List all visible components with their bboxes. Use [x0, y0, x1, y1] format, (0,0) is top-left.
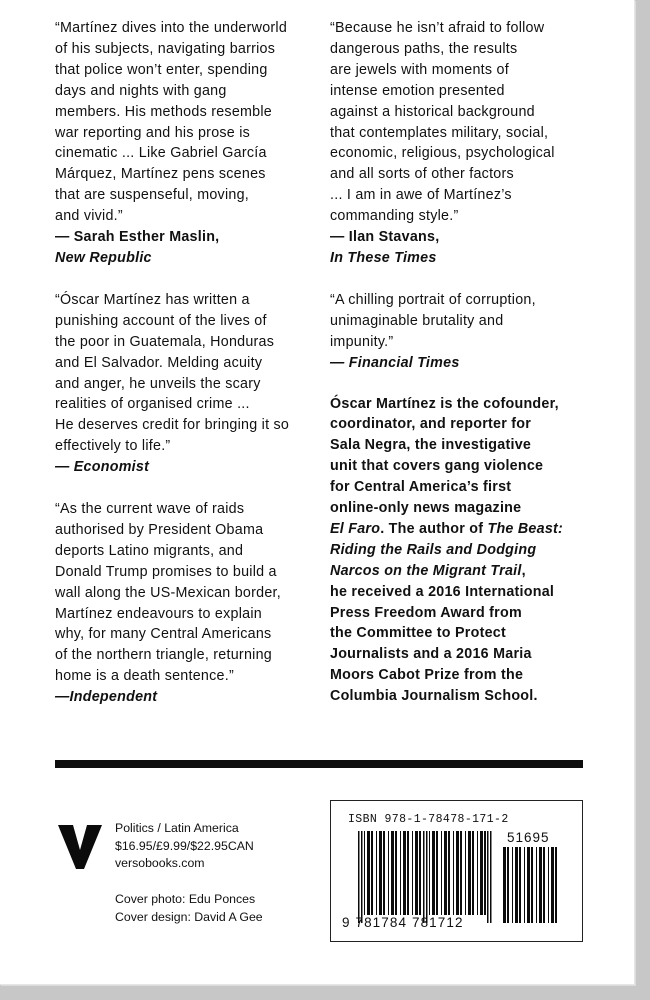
barcode-bar: [551, 847, 554, 923]
cover-credits: [115, 890, 263, 926]
barcode-guard-bar: [358, 831, 360, 923]
quote-line: against a historical background: [330, 103, 535, 120]
bio-text: ,: [521, 562, 526, 579]
quote-line: economic, religious, psychological: [330, 145, 555, 162]
quote-line: and all sorts of other factors: [330, 166, 514, 183]
barcode-bar: [444, 831, 447, 915]
quote-line: intense emotion presented: [330, 82, 505, 99]
website-label: versobooks.com: [115, 856, 205, 870]
bio-text: . The author of: [380, 520, 488, 537]
barcode-guard-bar: [426, 831, 428, 923]
bio-line: [330, 540, 585, 561]
quote-financial-times: [330, 290, 585, 374]
barcode-bar: [403, 831, 406, 915]
verso-logo: [58, 825, 102, 869]
bio-line: unit that covers gang violence: [330, 458, 544, 475]
isbn-label: ISBN 978-1-78478-171-2: [348, 813, 509, 826]
barcode-bar: [388, 831, 389, 915]
quote-line: that are suspenseful, moving,: [55, 187, 250, 204]
bio-line: coordinator, and reporter for: [330, 416, 532, 433]
bio-line: Columbia Journalism School.: [330, 688, 538, 705]
barcode-bar: [432, 831, 435, 915]
quote-line: wall along the US-Mexican border,: [55, 584, 281, 601]
quote-line: cinematic ... Like Gabriel García: [55, 145, 267, 162]
barcode-bar: [519, 847, 521, 923]
barcode-bar: [456, 831, 459, 915]
quote-line: punishing account of the lives of: [55, 312, 267, 329]
barcode-bar: [524, 847, 525, 923]
barcode-bar: [515, 847, 518, 923]
barcode-bar: [441, 831, 442, 915]
right-column: [330, 18, 585, 707]
barcode-bar: [448, 831, 450, 915]
barcode-bar: [364, 831, 365, 915]
quote-line: “A chilling portrait of corruption,: [330, 291, 536, 308]
quote-line: are jewels with moments of: [330, 61, 509, 78]
barcode-bar: [477, 831, 478, 915]
quote-attribution: —Independent: [55, 689, 158, 706]
bio-line: he received a 2016 International: [330, 583, 555, 600]
barcode-bar: [383, 831, 385, 915]
bio-line: the Committee to Protect: [330, 625, 506, 642]
barcode-guard-bar: [361, 831, 363, 923]
barcode-box: [330, 800, 583, 942]
quote-line: Donald Trump promises to build a: [55, 563, 277, 580]
quote-line: authorised by President Obama: [55, 521, 264, 538]
quote-line: and El Salvador. Melding acuity: [55, 354, 263, 371]
quote-line: “As the current wave of raids: [55, 501, 245, 518]
bio-line: Óscar Martínez is the cofounder,: [330, 395, 559, 412]
barcode-bar: [376, 831, 377, 915]
quote-line: members. His methods resemble: [55, 103, 273, 120]
quote-line: “Because he isn’t afraid to follow: [330, 20, 545, 36]
publisher-info: [115, 820, 254, 873]
barcode-bar: [527, 847, 530, 923]
quote-line: and anger, he unveils the scary: [55, 375, 261, 392]
spacer: [55, 478, 310, 499]
barcode-bar: [512, 847, 513, 923]
barcode-bar: [555, 847, 557, 923]
quote-attribution: — Economist: [55, 459, 150, 476]
quote-line: Martínez endeavours to explain: [55, 605, 262, 622]
quote-attribution: — Ilan Stavans,: [330, 229, 440, 246]
bio-line: Press Freedom Award from: [330, 604, 522, 621]
ean-digits-label: 9 781784 781712: [342, 915, 464, 930]
quote-line: realities of organised crime ...: [55, 396, 250, 413]
bio-line: online-only news magazine: [330, 500, 522, 517]
barcode-guard-bar: [487, 831, 489, 923]
spacer: [330, 374, 585, 394]
barcode-bar: [412, 831, 413, 915]
quote-stavans: [330, 18, 585, 269]
book-title: Riding the Rails and Dodging: [330, 541, 537, 558]
quote-line: impunity.”: [330, 333, 394, 350]
barcode-bar: [367, 831, 370, 915]
quote-source: In These Times: [330, 249, 437, 266]
spacer: [330, 269, 585, 290]
book-title: Narcos on the Migrant Trail: [330, 562, 522, 579]
quote-line: “Martínez dives into the underworld: [55, 20, 288, 36]
barcode-bar: [536, 847, 537, 923]
barcode-guard-bar: [490, 831, 492, 923]
quote-attribution: — Sarah Esther Maslin,: [55, 229, 220, 246]
barcode-bar: [484, 831, 486, 915]
quote-line: Márquez, Martínez pens scenes: [55, 166, 266, 183]
quote-line: effectively to life.”: [55, 438, 171, 455]
bio-line: Journalists and a 2016 Maria: [330, 646, 532, 663]
quote-line: that police won’t enter, spending: [55, 61, 268, 78]
barcode-bar: [453, 831, 454, 915]
barcode-bar: [395, 831, 397, 915]
quote-line: commanding style.”: [330, 208, 459, 225]
barcode-bar: [507, 847, 509, 923]
barcode-bar: [419, 831, 421, 915]
price-label: $16.95/£9.99/$22.95CAN: [115, 838, 254, 853]
bio-line: Sala Negra, the investigative: [330, 437, 532, 454]
quote-source: New Republic: [55, 249, 152, 266]
barcode-bar: [436, 831, 438, 915]
bio-line: Moors Cabot Prize from the: [330, 667, 524, 684]
cover-design-credit: Cover design: David A Gee: [115, 910, 263, 924]
cover-photo-credit: Cover photo: Edu Ponces: [115, 892, 256, 906]
barcode-bar: [429, 831, 430, 915]
barcode-bar: [480, 831, 483, 915]
barcode-bar: [465, 831, 466, 915]
barcode-bar: [503, 847, 506, 923]
barcode-bar: [548, 847, 549, 923]
quote-line: “Óscar Martínez has written a: [55, 291, 250, 308]
barcode-guard-bar: [423, 831, 425, 923]
quote-attribution: — Financial Times: [330, 354, 460, 371]
barcode-bar: [468, 831, 471, 915]
barcode-bar: [531, 847, 533, 923]
quote-line: why, for many Central Americans: [55, 626, 272, 643]
barcode-bar: [371, 831, 373, 915]
quote-line: that contemplates military, social,: [330, 124, 549, 141]
quote-line: of the northern triangle, returning: [55, 647, 272, 664]
quote-line: days and nights with gang: [55, 82, 227, 99]
quote-line: the poor in Guatemala, Honduras: [55, 333, 275, 350]
book-title: The Beast:: [487, 520, 564, 537]
quote-line: He deserves credit for bringing it so: [55, 417, 290, 434]
divider-bar: [55, 760, 583, 768]
bio-line: [330, 519, 585, 540]
magazine-name: El Faro: [330, 520, 381, 537]
bio-line: [330, 561, 585, 582]
barcode-bar: [539, 847, 542, 923]
quote-line: unimaginable brutality and: [330, 312, 504, 329]
author-bio: [330, 394, 585, 708]
quote-line: and vivid.”: [55, 208, 123, 225]
barcode-bar: [543, 847, 545, 923]
category-label: Politics / Latin America: [115, 821, 239, 835]
quote-maslin: [55, 18, 310, 269]
quote-line: dangerous paths, the results: [330, 40, 518, 57]
barcode-bar: [379, 831, 382, 915]
barcode-bar: [407, 831, 409, 915]
quote-line: deports Latino migrants, and: [55, 542, 244, 559]
left-column: [55, 18, 310, 708]
quote-line: of his subjects, navigating barrios: [55, 40, 276, 57]
quote-line: war reporting and his prose is: [55, 124, 251, 141]
barcode-bar: [460, 831, 462, 915]
price-code-label: 51695: [507, 830, 550, 845]
quote-line: ... I am in awe of Martínez’s: [330, 187, 512, 204]
quote-line: home is a death sentence.”: [55, 668, 234, 685]
barcode-bar: [472, 831, 474, 915]
v-logo-shape: [58, 825, 102, 869]
quote-economist: [55, 290, 310, 478]
bio-line: for Central America’s first: [330, 479, 512, 496]
barcode-bar: [400, 831, 401, 915]
barcode-bar: [391, 831, 394, 915]
quote-independent: [55, 499, 310, 708]
spacer: [55, 269, 310, 290]
barcode-bar: [415, 831, 418, 915]
